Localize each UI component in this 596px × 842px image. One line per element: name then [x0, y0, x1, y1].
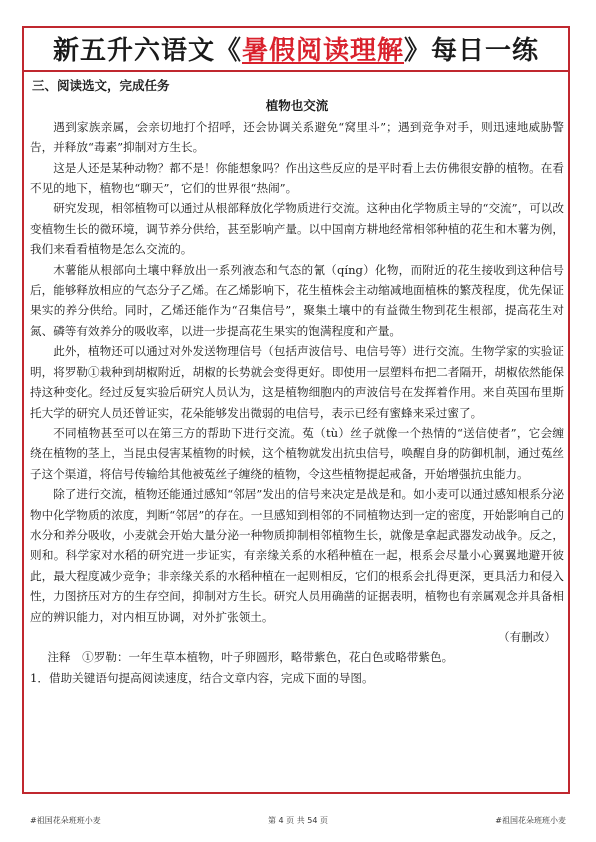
- page-header: [22, 26, 570, 70]
- document-body: [30, 76, 564, 688]
- page-number: 第 4 页 共 54 页: [268, 816, 328, 825]
- article-title: 植物也交流: [265, 98, 329, 114]
- footer-right: #祖国花朵班班小麦: [495, 816, 566, 825]
- question-1: 1．借助关键语句提高阅读速度，结合文章内容，完成下面的导图。: [30, 670, 374, 685]
- section-heading: 三、阅读选文，完成任务: [32, 78, 170, 93]
- title-suffix: 》每日一练: [404, 35, 540, 66]
- paragraph-3: 研究发现，相邻植物可以通过从根部释放化学物质进行交流。这种由化学物质主导的“交流”，可以改变植物生长的微环境，调节养分供给，甚至影响产量。以中国南方耕地经常相邻种植的花生和木薯为例，我们来看看植物是怎么交流的。: [30, 201, 564, 257]
- header-divider: [22, 70, 570, 72]
- page-footer: [30, 815, 566, 829]
- title-highlight: 暑假阅读理解: [241, 35, 404, 66]
- paragraph-2: 这是人还是某种动物？都不是！你能想象吗？作出这些反应的是平时看上去仿佛很安静的植物。在看不见的地下，植物也“聊天”，它们的世界很“热闹”。: [30, 160, 564, 196]
- source-note: （有删改）: [498, 629, 556, 644]
- paragraph-4: 木薯能从根部向土壤中释放出一系列液态和气态的氰（qíng）化物，而附近的花生接收到这种信号后，能够释放相应的气态分子乙烯。在乙烯影响下，花生植株会主动缩减地面植株的繁茂程度，优先保证果实的养分供给。同时，乙烯还能作为“召集信号”，聚集土壤中的有益微生物到花生根部，提高花生对氮、磷等有效养分的吸收率，以进一步提高花生果实的饱满程度和产量。: [30, 262, 564, 338]
- footer-left: #祖国花朵班班小麦: [30, 816, 101, 825]
- paragraph-5: 此外，植物还可以通过对外发送物理信号（包括声波信号、电信号等）进行交流。生物学家的实验证明，将罗勒①栽种到胡椒附近，胡椒的长势就会变得更好。即使用一层塑料布把二者隔开，胡椒依然能保持这种变化。经过反复实验后研究人员认为，这是植物细胞内的声波信号在发挥着作用。来自英国布里斯托大学的研究人员还曾证实，花朵能够发出微弱的电信号，表示已经有蜜蜂来采过蜜了。: [30, 344, 564, 420]
- footnote: 注释 ①罗勒：一年生草本植物，叶子卵圆形，略带紫色，花白色或略带紫色。: [47, 650, 454, 665]
- paragraph-6: 不同植物甚至可以在第三方的帮助下进行交流。菟（tù）丝子就像一个热情的“送信使者”，它会缠绕在植物的茎上，当昆虫侵害某植物的时候，这个植物就发出抗虫信号，唤醒自身的防御机制，通过菟丝子这个渠道，将信号传输给其他被菟丝子缠绕的植物，令这些植物提起戒备，开始增强抗虫能力。: [30, 425, 564, 481]
- paragraph-7: 除了进行交流，植物还能通过感知“邻居”发出的信号来决定是战是和。如小麦可以通过感知根系分泌物中化学物质的浓度，判断“邻居”的存在。一旦感知到相邻的不同植物达到一定的密度，开始影响自己的水分和养分吸收，小麦就会开始大量分泌一种物质抑制相邻植物生长，就像是拿起武器发动战争。反之，则和。科学家对水稻的研究进一步证实，有亲缘关系的水稻种植在一起，根系会尽量小心翼翼地避开彼此，最大程度减少竞争；非亲缘关系的水稻种植在一起则相反，它们的根系会扎得更深，更具活力和侵入性，力图挤压对方的生存空间，抑制对方生长。研究人员用确凿的证据表明，植物也有亲属观念并具备相应的辨识能力，对内相互协调，对外扩张领土。: [30, 487, 564, 624]
- title-prefix: 新五升六语文《: [52, 35, 242, 66]
- paragraph-1: 遇到家族亲属，会亲切地打个招呼，还会协调关系避免“窝里斗”；遇到竞争对手，则迅速地威胁警告，并释放“毒素”抑制对方生长。: [30, 119, 564, 155]
